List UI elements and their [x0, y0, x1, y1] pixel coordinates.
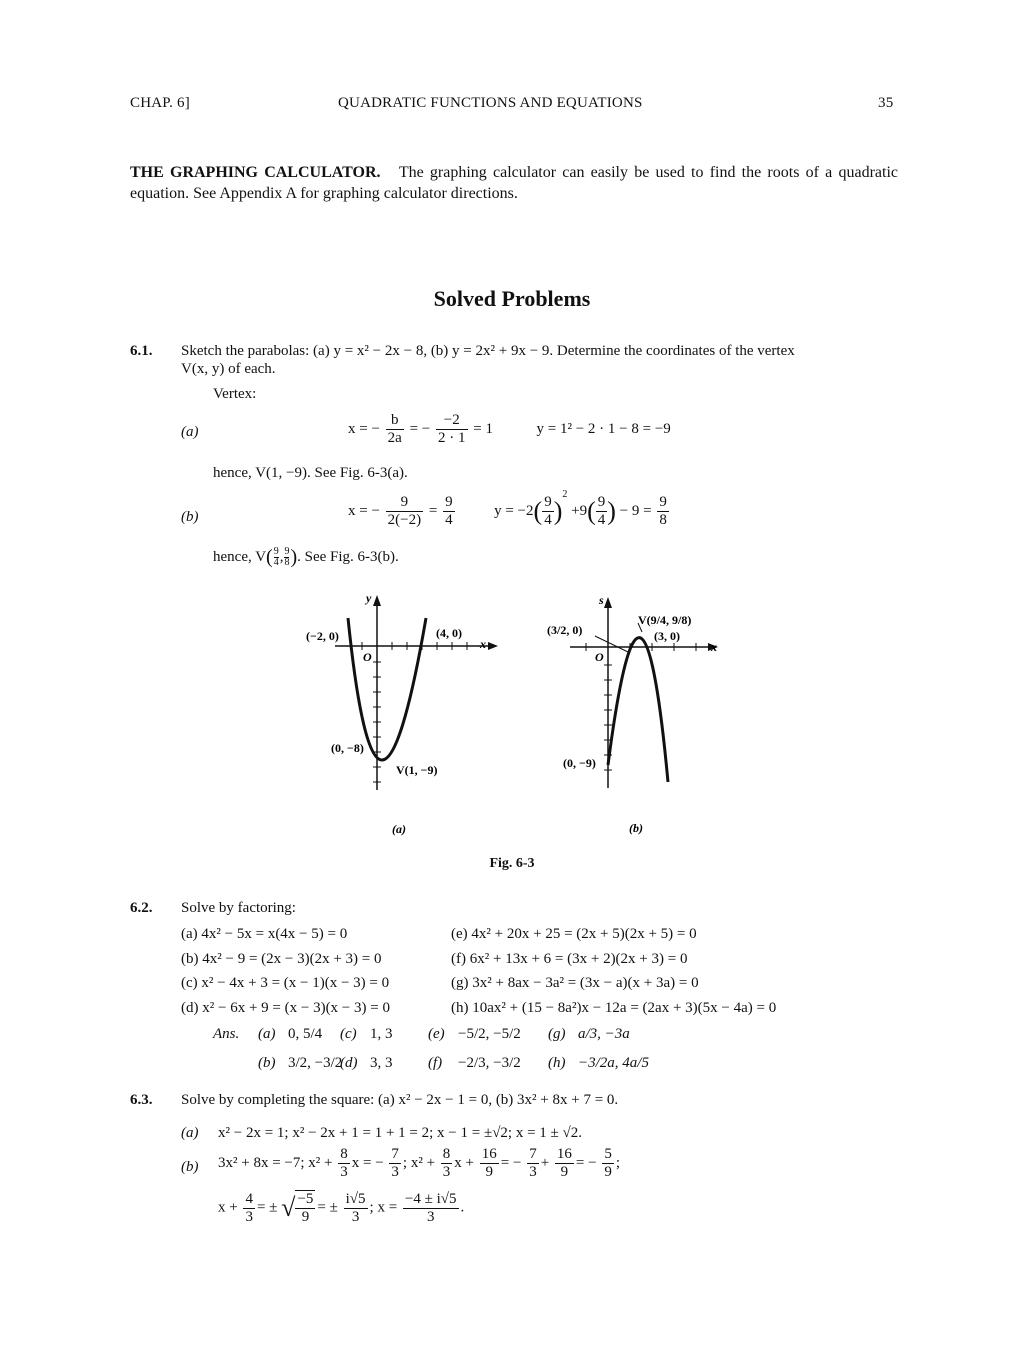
a-y-label: y	[366, 591, 372, 605]
intro-text: The graphing calculator can easily be used to find the roots of a quadratic equation. See Appendix A for graphing calculator directions.	[130, 164, 898, 202]
b-x-prefix: x = −	[348, 502, 380, 519]
figure-6-3	[290, 590, 740, 850]
chapter-label: CHAP. 6]	[130, 95, 190, 111]
p3-frac-8-3-b: $\frac{8}{3}$	[442, 1146, 451, 1180]
p3-part-b-line-1: 3x² + 8x = −7; x² + $\frac{8}{3}$ x = − $\frac{7}{3}$ ; x² + $\frac{8}{3}$ x + $\frac{16}{9}$ = − $\frac{7}{3}$ + $\frac{16}{9}$ = − $\frac{5}{9}$ ;	[218, 1146, 620, 1180]
a-frac-b-2a: $\frac{b}{2a}$	[387, 412, 402, 446]
b-y-square: 2	[562, 488, 568, 500]
ans-e-label: (e)	[428, 1026, 445, 1042]
b-y-end: − 9 =	[619, 502, 652, 519]
p3-part-a-solution: x² − 2x = 1; x² − 2x + 1 = 1 + 1 = 2; x − 1 = ±√2; x = 1 ± √2.	[218, 1125, 583, 1141]
parabola-b	[608, 638, 668, 782]
p3-frac-7-3-b: $\frac{7}{3}$	[529, 1146, 537, 1180]
b-frac-1: $\frac{9}{2(-2)}$	[387, 494, 422, 528]
p3-frac-8-3-a: $\frac{8}{3}$	[340, 1146, 348, 1180]
b-x-label: x	[711, 640, 717, 654]
intro-paragraph	[130, 162, 898, 204]
b-y-result: $\frac{9}{8}$	[659, 494, 667, 528]
b-sublabel: (b)	[629, 821, 643, 835]
statement-line-2: V(x, y) of each.	[181, 361, 276, 377]
p3-frac-final: $\frac{-4 \pm i√5}{3}$	[404, 1190, 457, 1225]
a-frac-values: $\frac{-2}{2 \cdot 1}$	[438, 412, 466, 446]
b-hence: hence, V( $\frac{9}{4}$ , $\frac{9}{8}$ ). See Fig. 6-3(b).	[213, 546, 399, 568]
factoring-right-list	[451, 922, 776, 1020]
b-y-inner-1: $\frac{9}{4}$	[544, 494, 552, 528]
p3-part-b-label: (b)	[181, 1159, 199, 1175]
parabola-a	[348, 618, 426, 760]
ans-g-label: (g)	[548, 1026, 566, 1042]
part-a-label: (a)	[181, 424, 199, 440]
ans-b-value: 3/2, −3/2	[288, 1055, 343, 1071]
ans-d-label: (d)	[340, 1055, 358, 1071]
p3-part-a-label: (a)	[181, 1125, 199, 1141]
ans-b-label: (b)	[258, 1055, 276, 1071]
part-b-label: (b)	[181, 509, 199, 525]
b-s-arrow	[604, 597, 612, 608]
ans-c-value: 1, 3	[370, 1026, 393, 1042]
p3-sqrt-frac: $\frac{-5}{9}$	[297, 1191, 314, 1225]
answers-label: Ans.	[213, 1026, 240, 1042]
b-point-yint: (0, −9)	[563, 756, 596, 770]
b-origin-label: O	[595, 650, 604, 664]
a-sublabel: (a)	[392, 822, 406, 836]
a-point-left: (−2, 0)	[306, 629, 339, 643]
p3-frac-16-9-a: $\frac{16}{9}$	[481, 1146, 497, 1180]
a-hence: hence, V(1, −9). See Fig. 6-3(a).	[213, 465, 408, 481]
answers-row-2	[258, 1055, 649, 1072]
factoring-left-list	[181, 922, 390, 1020]
ans-h-value: −3/2a, 4a/5	[578, 1055, 649, 1071]
ans-d-value: 3, 3	[370, 1055, 393, 1071]
factoring-item-c: (c) x² − 4x + 3 = (x − 1)(x − 3) = 0	[181, 975, 390, 991]
b-y-start: y = −2	[494, 502, 534, 519]
a-origin-label: O	[363, 650, 372, 664]
problem-number-6-3: 6.3.	[130, 1092, 153, 1108]
problem-number-6-1: 6.1.	[130, 343, 153, 359]
factoring-item-h: (h) 10ax² + (15 − 8a²)x − 12a = (2ax + 3)(5x − 4a) = 0	[451, 999, 777, 1016]
b-hence-pre: hence, V	[213, 548, 267, 565]
ans-h-label: (h)	[548, 1055, 566, 1071]
a-x-label: x	[480, 637, 486, 651]
b-frac-2: $\frac{9}{4}$	[445, 494, 453, 528]
p3-frac-16-9-b: $\frac{16}{9}$	[556, 1146, 572, 1180]
p3-frac-5-9: $\frac{5}{9}$	[604, 1146, 612, 1180]
a-x-prefix: x = −	[348, 420, 380, 437]
a-y-arrow	[373, 595, 381, 606]
b-hence-post: . See Fig. 6-3(b).	[297, 548, 399, 565]
b-s-label: s	[599, 593, 604, 607]
section-title: Solved Problems	[433, 286, 591, 311]
ans-g-value: a/3, −3a	[578, 1026, 630, 1042]
a-point-yint: (0, −8)	[331, 741, 364, 755]
ans-e-value: −5/2, −5/2	[458, 1026, 521, 1042]
ans-f-label: (f)	[428, 1055, 443, 1071]
b-point-right: (3, 0)	[654, 629, 680, 643]
ans-a-label: (a)	[258, 1026, 276, 1042]
a-point-vertex: V(1, −9)	[396, 763, 438, 777]
figure-b-panel	[547, 593, 718, 835]
intro-heading: THE GRAPHING CALCULATOR.	[130, 164, 381, 181]
factoring-item-f: (f) 6x² + 13x + 6 = (3x + 2)(2x + 3) = 0	[451, 950, 688, 967]
running-title: QUADRATIC FUNCTIONS AND EQUATIONS	[338, 95, 643, 111]
factoring-item-d: (d) x² − 6x + 9 = (x − 3)(x − 3) = 0	[181, 999, 390, 1016]
ans-f-value: −2/3, −3/2	[458, 1055, 521, 1071]
answers-row-1	[258, 1026, 630, 1043]
figure-caption: Fig. 6-3	[489, 856, 535, 871]
b-eq: =	[428, 502, 438, 519]
factoring-item-b: (b) 4x² − 9 = (2x − 3)(2x + 3) = 0	[181, 950, 382, 967]
vertex-a-equation	[348, 412, 671, 447]
p3-frac-i-root5-3: $\frac{i√5}{3}$	[345, 1190, 366, 1225]
a-point-right: (4, 0)	[436, 626, 462, 640]
p3-part-b-line-2: x + $\frac{4}{3}$ = ± √ $\frac{-5}{9}$ = ± $\frac{i√5}{3}$ ; x = $\frac{-4 \pm i√5}{3}$ .	[218, 1190, 465, 1225]
b-y-mid: +9	[571, 502, 588, 519]
a-y-equation: y = 1² − 2 · 1 − 8 = −9	[536, 420, 671, 437]
problem-6-2-statement: Solve by factoring:	[181, 900, 296, 916]
problem-6-1-statement	[181, 343, 896, 378]
a-x-result: = 1	[473, 420, 493, 437]
ans-c-label: (c)	[340, 1026, 357, 1042]
problem-number-6-2: 6.2.	[130, 900, 153, 916]
a-eq-minus: = −	[409, 420, 431, 437]
a-x-arrow	[488, 642, 498, 650]
b-point-left: (3/2, 0)	[547, 623, 583, 637]
b-hence-y: $\frac{9}{8}$	[284, 546, 290, 568]
factoring-item-a: (a) 4x² − 5x = x(4x − 5) = 0	[181, 926, 348, 942]
p3-frac-4-3: $\frac{4}{3}$	[245, 1190, 253, 1225]
ans-a-value: 0, 5/4	[288, 1026, 323, 1042]
statement-line-1: Sketch the parabolas: (a) y = x² − 2x − 8, (b) y = 2x² + 9x − 9. Determine the coordinates of the vertex	[181, 343, 795, 359]
b-point-vertex: V(9/4, 9/8)	[638, 613, 692, 627]
p3-frac-7-3-a: $\frac{7}{3}$	[391, 1146, 399, 1180]
b-hence-x: $\frac{9}{4}$	[273, 546, 279, 568]
vertex-label: Vertex:	[213, 386, 257, 402]
page-number: 35	[878, 95, 894, 111]
figure-a-panel	[306, 591, 498, 836]
problem-6-3-statement: Solve by completing the square: (a) x² − 2x − 1 = 0, (b) 3x² + 8x + 7 = 0.	[181, 1092, 619, 1108]
vertex-b-equation: x = − $\frac{9}{2(-2)}$ = $\frac{9}{4}$ y = −2( $\frac{9}{4}$ )$^2$ +9( $\frac{9}{4}$ ) − 9 = $\frac{9}{8}$	[348, 488, 667, 528]
factoring-item-e: (e) 4x² + 20x + 25 = (2x + 5)(2x + 5) = 0	[451, 926, 697, 942]
factoring-item-g: (g) 3x² + 8ax − 3a² = (3x − a)(x + 3a) = 0	[451, 975, 699, 991]
b-y-inner-2: $\frac{9}{4}$	[597, 494, 606, 528]
